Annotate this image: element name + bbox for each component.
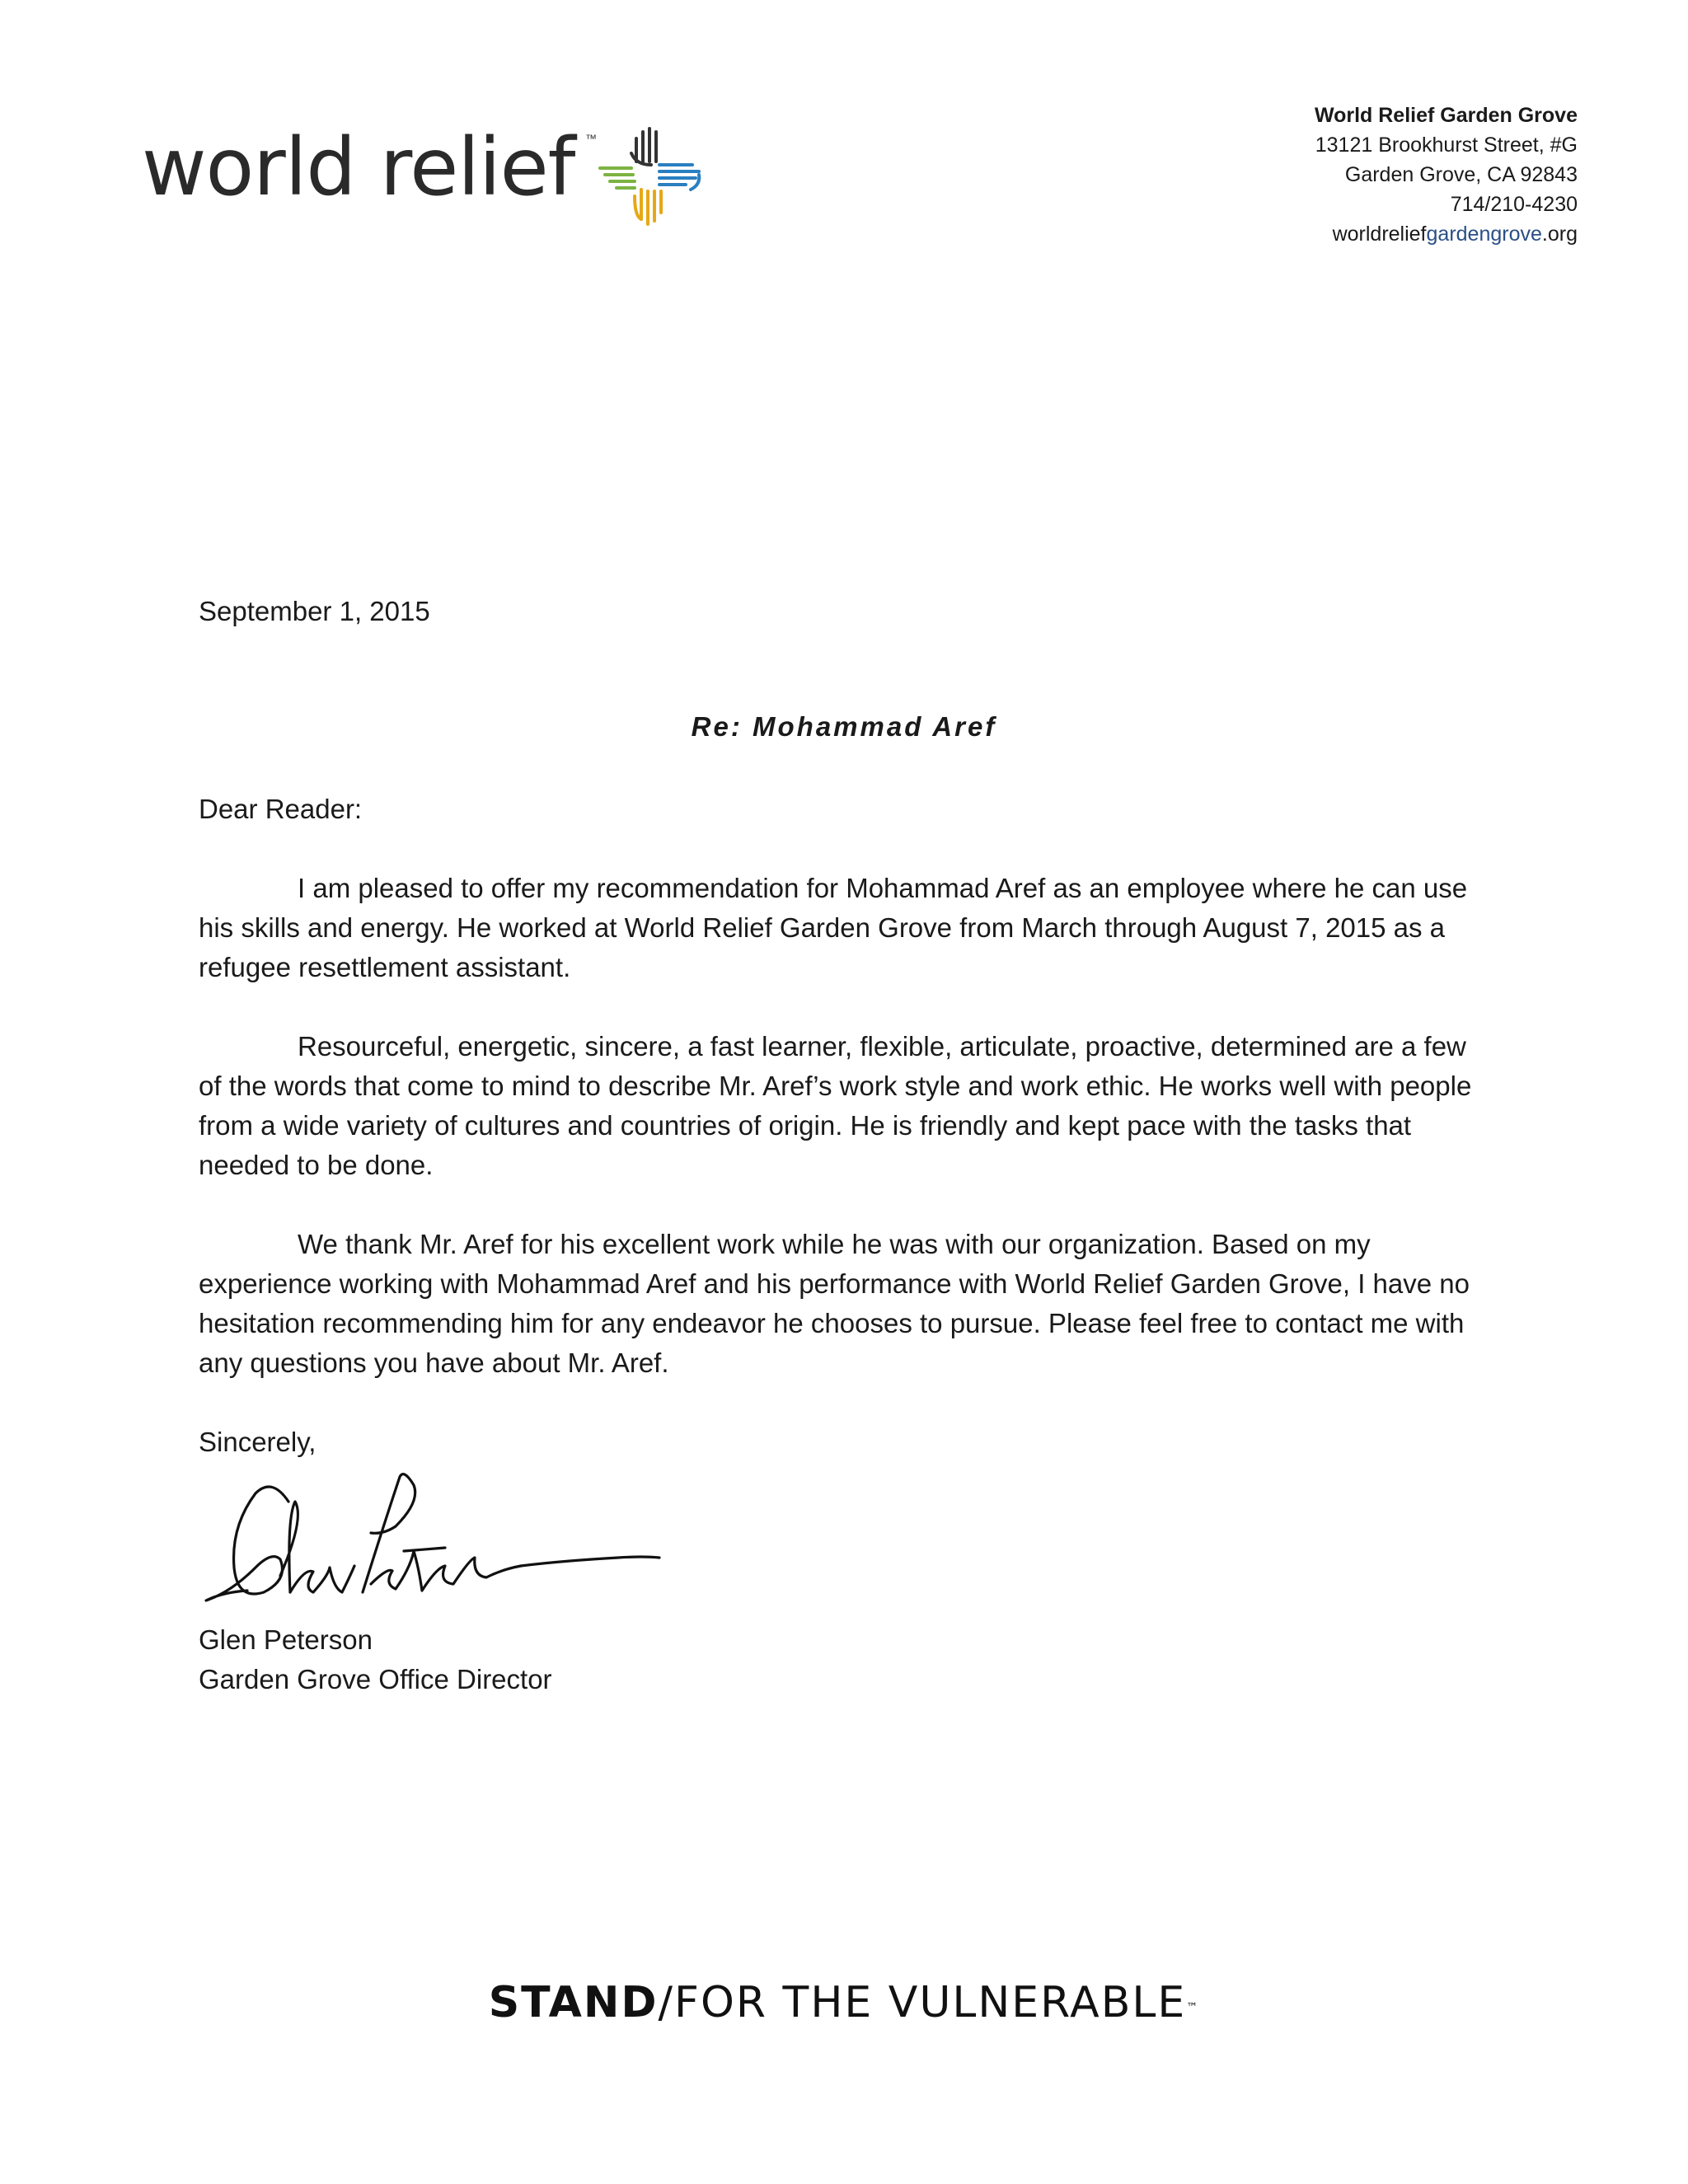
hands-logo-icon (593, 114, 709, 229)
logo-trademark: ™ (585, 132, 597, 145)
address-block (1315, 101, 1578, 249)
signer-name: Glen Peterson (199, 1624, 373, 1655)
website-url[interactable]: worldreliefgardengrove.org (1332, 223, 1578, 246)
signer-block (199, 1620, 1484, 1699)
body-paragraph: Resourceful, energetic, sincere, a fast learner, flexible, articulate, proactive, determined are a few of the words that come to mind to describe Mr. Aref’s work style and work ethic. He works well with people from a wide variety of cultures and countries of origin. He is friendly and kept pace with the tasks that needed to be done. (199, 1031, 1472, 1180)
body-paragraph: We thank Mr. Aref for his excellent work while he was with our organization. Based on my experience working with Mohammad Aref and his performance with World Relief Garden Grove, I have no hesitation recommending him for any endeavor he chooses to pursue. Please feel free to contact me with any questions you have about Mr. Aref. (199, 1229, 1470, 1378)
footer-tagline (0, 1976, 1688, 2029)
letter-subject: Re: Mohammad Aref (691, 711, 997, 742)
street-address: 13121 Brookhurst Street, #G (1315, 134, 1578, 157)
city-state-zip: Garden Grove, CA 92843 (1344, 163, 1578, 186)
tagline-bold: STAND (488, 1978, 659, 2027)
tagline-trademark: ™ (1186, 2001, 1200, 2014)
handwritten-signature (198, 1469, 668, 1617)
body-paragraph: I am pleased to offer my recommendation for Mohammad Aref as an employee where he can use his skills and energy. He worked at World Relief Garden Grove from March through August 7, 2015 as a refugee resettlement assistant. (199, 873, 1468, 982)
signer-title: Garden Grove Office Director (199, 1664, 552, 1694)
salutation: Dear Reader: (199, 794, 363, 824)
org-name: World Relief Garden Grove (1314, 104, 1578, 127)
closing: Sincerely, (199, 1427, 316, 1457)
logo-wordmark: world relief (142, 121, 575, 213)
tagline-rest: /FOR THE VULNERABLE (658, 1978, 1187, 2027)
phone-number: 714/210-4230 (1450, 193, 1578, 216)
letter-body (199, 869, 1484, 1422)
world-relief-logo (142, 114, 719, 237)
letter-date: September 1, 2015 (199, 596, 430, 626)
